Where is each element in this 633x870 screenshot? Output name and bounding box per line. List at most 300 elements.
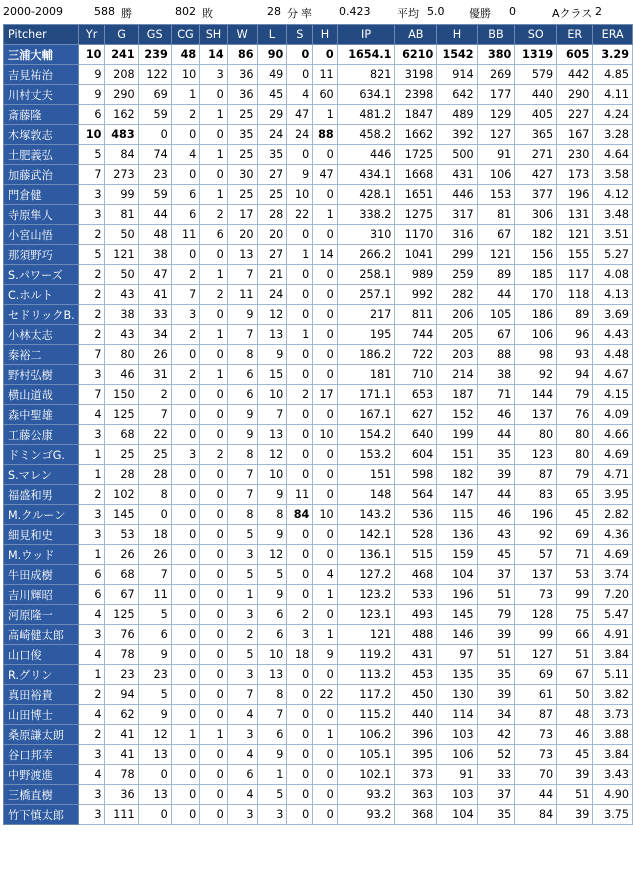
- stat-cell: 13: [257, 425, 287, 445]
- stat-cell: 3: [227, 725, 257, 745]
- stat-cell: 44: [477, 285, 515, 305]
- stat-cell: 363: [395, 785, 437, 805]
- stat-cell: 53: [105, 525, 138, 545]
- stat-cell: 0: [171, 525, 199, 545]
- stat-cell: 0: [287, 685, 313, 705]
- stat-cell: 8: [227, 345, 257, 365]
- stat-cell: 4.90: [593, 785, 633, 805]
- stat-cell: 4: [171, 145, 199, 165]
- stat-cell: 0: [138, 805, 171, 825]
- stat-cell: 88: [313, 125, 337, 145]
- stat-cell: 65: [557, 485, 593, 505]
- stat-cell: 1: [313, 205, 337, 225]
- stat-cell: 564: [395, 485, 437, 505]
- stat-cell: 104: [437, 805, 477, 825]
- stat-cell: 0: [171, 665, 199, 685]
- stat-cell: 196: [437, 585, 477, 605]
- stat-cell: 151: [337, 465, 395, 485]
- stat-cell: 0: [200, 785, 228, 805]
- stat-cell: 0: [313, 305, 337, 325]
- stat-cell: 106: [437, 745, 477, 765]
- pitcher-name-cell: S.マレン: [4, 465, 79, 485]
- stat-cell: 18: [138, 525, 171, 545]
- stat-cell: 159: [437, 545, 477, 565]
- stat-cell: 34: [138, 325, 171, 345]
- stat-cell: 5: [257, 785, 287, 805]
- stat-cell: 4.71: [593, 465, 633, 485]
- stat-cell: 306: [515, 205, 557, 225]
- stat-cell: 130: [437, 685, 477, 705]
- stat-cell: 9: [227, 425, 257, 445]
- stat-cell: 642: [437, 85, 477, 105]
- stat-cell: 38: [138, 245, 171, 265]
- stat-cell: 7: [257, 705, 287, 725]
- pitcher-name-cell: 中野渡進: [4, 765, 79, 785]
- stat-cell: 93.2: [337, 785, 395, 805]
- stat-cell: 106.2: [337, 725, 395, 745]
- table-row: [4, 465, 633, 485]
- stat-cell: 2: [78, 305, 105, 325]
- stat-cell: 3.28: [593, 125, 633, 145]
- stat-cell: 51: [477, 645, 515, 665]
- stat-cell: 368: [395, 805, 437, 825]
- stat-cell: 186.2: [337, 345, 395, 365]
- stat-cell: 468: [395, 565, 437, 585]
- stat-cell: 125: [105, 405, 138, 425]
- stat-cell: 47: [138, 265, 171, 285]
- stat-cell: 81: [477, 205, 515, 225]
- stat-cell: 0: [171, 345, 199, 365]
- stat-cell: 181: [337, 365, 395, 385]
- stat-cell: 66: [557, 625, 593, 645]
- stat-cell: 0: [287, 265, 313, 285]
- stat-cell: 2: [78, 725, 105, 745]
- stat-cell: 48: [557, 705, 593, 725]
- stat-cell: 196: [515, 505, 557, 525]
- stat-cell: 0: [200, 405, 228, 425]
- stat-cell: 31: [138, 365, 171, 385]
- stat-cell: 60: [313, 85, 337, 105]
- stat-cell: 146: [437, 625, 477, 645]
- stat-cell: 1: [200, 145, 228, 165]
- stat-cell: 99: [557, 585, 593, 605]
- stat-cell: 450: [395, 685, 437, 705]
- stat-cell: 0: [313, 785, 337, 805]
- stat-cell: 3198: [395, 65, 437, 85]
- stat-cell: 1662: [395, 125, 437, 145]
- table-row: [4, 585, 633, 605]
- pitcher-name-cell: 斎藤隆: [4, 105, 79, 125]
- stat-cell: 1542: [437, 45, 477, 65]
- stat-cell: 0: [171, 385, 199, 405]
- stat-cell: 1668: [395, 165, 437, 185]
- stat-cell: 12: [257, 305, 287, 325]
- table-row: [4, 525, 633, 545]
- stat-cell: 4: [227, 785, 257, 805]
- stat-cell: 127: [477, 125, 515, 145]
- stat-cell: 3.43: [593, 765, 633, 785]
- stat-cell: 488: [395, 625, 437, 645]
- stat-cell: 1: [171, 725, 199, 745]
- stat-cell: 39: [477, 625, 515, 645]
- stat-cell: 3.58: [593, 165, 633, 185]
- stat-cell: 3: [227, 605, 257, 625]
- stat-cell: 177: [477, 85, 515, 105]
- stat-cell: 0: [313, 185, 337, 205]
- pitcher-name-cell: 小林太志: [4, 325, 79, 345]
- stat-cell: 3: [171, 305, 199, 325]
- stat-cell: 94: [557, 365, 593, 385]
- stat-cell: 44: [138, 205, 171, 225]
- wins-label: 勝: [121, 7, 132, 20]
- stat-cell: 0: [200, 125, 228, 145]
- stat-cell: 0: [313, 745, 337, 765]
- stat-cell: 4.24: [593, 105, 633, 125]
- stat-cell: 3: [287, 625, 313, 645]
- stat-cell: 8: [227, 505, 257, 525]
- stat-cell: 117: [557, 265, 593, 285]
- stat-cell: 914: [437, 65, 477, 85]
- stat-cell: 7: [78, 345, 105, 365]
- stat-cell: 171.1: [337, 385, 395, 405]
- ties-label: 分: [287, 7, 298, 20]
- champ-label: 優勝: [469, 7, 491, 20]
- stat-cell: 10: [313, 505, 337, 525]
- stat-cell: 5.27: [593, 245, 633, 265]
- stat-cell: 3.73: [593, 705, 633, 725]
- stat-cell: 4.64: [593, 145, 633, 165]
- stat-cell: 3: [227, 805, 257, 825]
- stat-cell: 4: [313, 565, 337, 585]
- stat-cell: 392: [437, 125, 477, 145]
- stat-cell: 396: [395, 725, 437, 745]
- stat-cell: 442: [557, 65, 593, 85]
- stat-cell: 29: [257, 105, 287, 125]
- stat-cell: 528: [395, 525, 437, 545]
- stat-cell: 93: [557, 345, 593, 365]
- stat-cell: 92: [515, 525, 557, 545]
- stat-cell: 440: [515, 85, 557, 105]
- stat-cell: 106: [515, 325, 557, 345]
- pitcher-name-cell: C.ホルト: [4, 285, 79, 305]
- stat-cell: 17: [313, 385, 337, 405]
- stat-cell: 35: [477, 445, 515, 465]
- stat-cell: 73: [515, 745, 557, 765]
- table-row: [4, 125, 633, 145]
- stat-cell: 0: [200, 505, 228, 525]
- stat-cell: 129: [477, 105, 515, 125]
- stat-cell: 41: [138, 285, 171, 305]
- stat-cell: 1: [200, 725, 228, 745]
- stat-cell: 8: [257, 505, 287, 525]
- stat-cell: 151: [437, 445, 477, 465]
- pitcher-name-cell: 秦裕二: [4, 345, 79, 365]
- stat-cell: 0: [200, 545, 228, 565]
- stat-cell: 23: [138, 665, 171, 685]
- stat-cell: 73: [515, 725, 557, 745]
- stat-cell: 317: [437, 205, 477, 225]
- table-row: [4, 65, 633, 85]
- stat-cell: 1651: [395, 185, 437, 205]
- stat-cell: 61: [515, 685, 557, 705]
- stat-cell: 10: [257, 465, 287, 485]
- stat-cell: 0: [200, 605, 228, 625]
- table-row: [4, 505, 633, 525]
- stat-cell: 1: [313, 585, 337, 605]
- table-row: [4, 485, 633, 505]
- stat-cell: 3.29: [593, 45, 633, 65]
- stat-cell: 136.1: [337, 545, 395, 565]
- stat-cell: 73: [515, 585, 557, 605]
- column-header: GS: [138, 25, 171, 45]
- stat-cell: 78: [105, 765, 138, 785]
- stat-cell: 105: [477, 305, 515, 325]
- stat-cell: 821: [337, 65, 395, 85]
- stat-cell: 230: [557, 145, 593, 165]
- stat-cell: 0: [200, 625, 228, 645]
- stat-cell: 0: [287, 345, 313, 365]
- stat-cell: 0: [171, 625, 199, 645]
- table-row: [4, 745, 633, 765]
- ties-value: 28: [267, 5, 281, 18]
- pitcher-name-cell: 谷口邦幸: [4, 745, 79, 765]
- stat-cell: 10: [257, 385, 287, 405]
- stat-cell: 50: [105, 265, 138, 285]
- stat-cell: 35: [477, 665, 515, 685]
- stat-cell: 0: [171, 505, 199, 525]
- stat-cell: 153: [477, 185, 515, 205]
- stat-cell: 25: [138, 445, 171, 465]
- stat-cell: 2: [287, 605, 313, 625]
- stat-cell: 604: [395, 445, 437, 465]
- stat-cell: 59: [138, 185, 171, 205]
- stat-cell: 493: [395, 605, 437, 625]
- stat-cell: 3.88: [593, 725, 633, 745]
- stat-cell: 0: [200, 345, 228, 365]
- stat-cell: 0: [287, 405, 313, 425]
- pitcher-name-cell: 吉見祐治: [4, 65, 79, 85]
- stat-cell: 259: [437, 265, 477, 285]
- stat-cell: 10: [257, 645, 287, 665]
- stat-cell: 1: [78, 445, 105, 465]
- stat-cell: 483: [105, 125, 138, 145]
- table-row: [4, 785, 633, 805]
- table-row: [4, 705, 633, 725]
- stat-cell: 0: [171, 245, 199, 265]
- column-header: SO: [515, 25, 557, 45]
- stat-cell: 4.12: [593, 185, 633, 205]
- stat-cell: 105.1: [337, 745, 395, 765]
- stat-cell: 123: [515, 445, 557, 465]
- stat-cell: 26: [105, 545, 138, 565]
- stat-cell: 13: [257, 665, 287, 685]
- stat-cell: 147: [437, 485, 477, 505]
- stat-cell: 96: [557, 325, 593, 345]
- pitcher-name-cell: 横山道哉: [4, 385, 79, 405]
- stat-cell: 446: [337, 145, 395, 165]
- stat-cell: 121: [105, 245, 138, 265]
- stat-cell: 1: [287, 325, 313, 345]
- stat-cell: 46: [477, 405, 515, 425]
- pitcher-name-cell: 細見和史: [4, 525, 79, 545]
- stat-cell: 154.2: [337, 425, 395, 445]
- stat-cell: 128: [515, 605, 557, 625]
- stat-cell: 74: [138, 145, 171, 165]
- stat-cell: 34: [477, 705, 515, 725]
- stat-cell: 0: [138, 765, 171, 785]
- stat-cell: 0: [287, 665, 313, 685]
- stat-cell: 2: [78, 685, 105, 705]
- stat-cell: 0: [200, 645, 228, 665]
- pitcher-name-cell: 三浦大輔: [4, 45, 79, 65]
- stat-cell: 80: [557, 425, 593, 445]
- stat-cell: 0: [171, 405, 199, 425]
- stat-cell: 170: [515, 285, 557, 305]
- stat-cell: 1: [200, 185, 228, 205]
- stat-cell: 2: [200, 285, 228, 305]
- column-header: BB: [477, 25, 515, 45]
- stat-cell: 6: [78, 105, 105, 125]
- stat-cell: 0: [171, 805, 199, 825]
- stat-cell: 258.1: [337, 265, 395, 285]
- stat-cell: 4.66: [593, 425, 633, 445]
- pitcher-name-cell: 川村丈夫: [4, 85, 79, 105]
- stat-cell: 273: [105, 165, 138, 185]
- stat-cell: 992: [395, 285, 437, 305]
- stat-cell: 0: [200, 565, 228, 585]
- stat-cell: 196: [557, 185, 593, 205]
- stat-cell: 71: [477, 385, 515, 405]
- stat-cell: 1: [78, 465, 105, 485]
- stat-cell: 380: [477, 45, 515, 65]
- stat-cell: 0: [313, 485, 337, 505]
- stat-cell: 39: [557, 805, 593, 825]
- stat-cell: 1654.1: [337, 45, 395, 65]
- stat-cell: 0: [287, 705, 313, 725]
- stat-cell: 37: [477, 785, 515, 805]
- stat-cell: 48: [138, 225, 171, 245]
- stat-cell: 10: [171, 65, 199, 85]
- stat-cell: 0: [313, 805, 337, 825]
- column-header: ERA: [593, 25, 633, 45]
- stat-cell: 173: [557, 165, 593, 185]
- stat-cell: 5: [227, 645, 257, 665]
- stat-cell: 373: [395, 765, 437, 785]
- table-header-row: [4, 25, 633, 45]
- pct-value: 0.423: [339, 5, 371, 18]
- stat-cell: 0: [287, 545, 313, 565]
- stat-cell: 3.84: [593, 745, 633, 765]
- champ-value: 0: [509, 5, 516, 18]
- stat-cell: 2.82: [593, 505, 633, 525]
- stat-cell: 43: [477, 525, 515, 545]
- stat-cell: 11: [138, 585, 171, 605]
- stat-cell: 79: [557, 465, 593, 485]
- stat-cell: 257.1: [337, 285, 395, 305]
- stat-cell: 811: [395, 305, 437, 325]
- stat-cell: 481.2: [337, 105, 395, 125]
- column-header: Pitcher: [4, 25, 79, 45]
- stat-cell: 2: [78, 285, 105, 305]
- stat-cell: 9: [227, 405, 257, 425]
- pct-label: 率: [301, 7, 312, 20]
- stat-cell: 121: [557, 225, 593, 245]
- stat-cell: 70: [515, 765, 557, 785]
- aclass-label: Aクラス: [552, 7, 593, 20]
- stat-cell: 15: [257, 365, 287, 385]
- stat-cell: 0: [287, 765, 313, 785]
- stat-cell: 395: [395, 745, 437, 765]
- stat-cell: 33: [138, 305, 171, 325]
- stat-cell: 453: [395, 665, 437, 685]
- stat-cell: 0: [171, 425, 199, 445]
- stat-cell: 22: [138, 425, 171, 445]
- stat-cell: 7: [257, 405, 287, 425]
- stat-cell: 4: [78, 405, 105, 425]
- table-row: [4, 605, 633, 625]
- stat-cell: 3: [78, 785, 105, 805]
- stat-cell: 4.67: [593, 365, 633, 385]
- stat-cell: 6: [257, 625, 287, 645]
- stat-cell: 0: [200, 85, 228, 105]
- stat-cell: 50: [557, 685, 593, 705]
- stat-cell: 0: [138, 505, 171, 525]
- stat-cell: 35: [227, 125, 257, 145]
- stat-cell: 46: [477, 505, 515, 525]
- stat-cell: 111: [105, 805, 138, 825]
- stat-cell: 53: [557, 565, 593, 585]
- stat-cell: 35: [477, 805, 515, 825]
- stat-cell: 0: [171, 645, 199, 665]
- stat-cell: 4: [227, 705, 257, 725]
- pitcher-name-cell: 河原隆一: [4, 605, 79, 625]
- stat-cell: 627: [395, 405, 437, 425]
- stat-cell: 0: [171, 165, 199, 185]
- stat-cell: 91: [477, 145, 515, 165]
- stat-cell: 45: [477, 545, 515, 565]
- stat-cell: 3.69: [593, 305, 633, 325]
- stat-cell: 217: [337, 305, 395, 325]
- stat-cell: 1: [313, 105, 337, 125]
- stat-cell: 6: [257, 605, 287, 625]
- stat-cell: 3: [227, 545, 257, 565]
- stat-cell: 41: [105, 725, 138, 745]
- stat-cell: 0: [200, 485, 228, 505]
- stat-cell: 203: [437, 345, 477, 365]
- stat-cell: 2: [171, 265, 199, 285]
- stat-cell: 0: [313, 325, 337, 345]
- stat-cell: 269: [477, 65, 515, 85]
- losses-label: 敗: [202, 7, 213, 20]
- stat-cell: 6: [171, 185, 199, 205]
- stat-cell: 208: [105, 65, 138, 85]
- stat-cell: 17: [227, 205, 257, 225]
- stat-cell: 121: [337, 625, 395, 645]
- stat-cell: 12: [138, 725, 171, 745]
- stat-cell: 28: [138, 465, 171, 485]
- stat-cell: 69: [515, 665, 557, 685]
- stat-cell: 4: [78, 765, 105, 785]
- stat-cell: 290: [105, 85, 138, 105]
- pitcher-name-cell: 福盛和男: [4, 485, 79, 505]
- table-row: [4, 145, 633, 165]
- stat-cell: 0: [287, 65, 313, 85]
- stat-cell: 93.2: [337, 805, 395, 825]
- table-row: [4, 325, 633, 345]
- stat-cell: 35: [257, 145, 287, 165]
- stat-cell: 500: [437, 145, 477, 165]
- aclass-value: 2: [595, 5, 602, 18]
